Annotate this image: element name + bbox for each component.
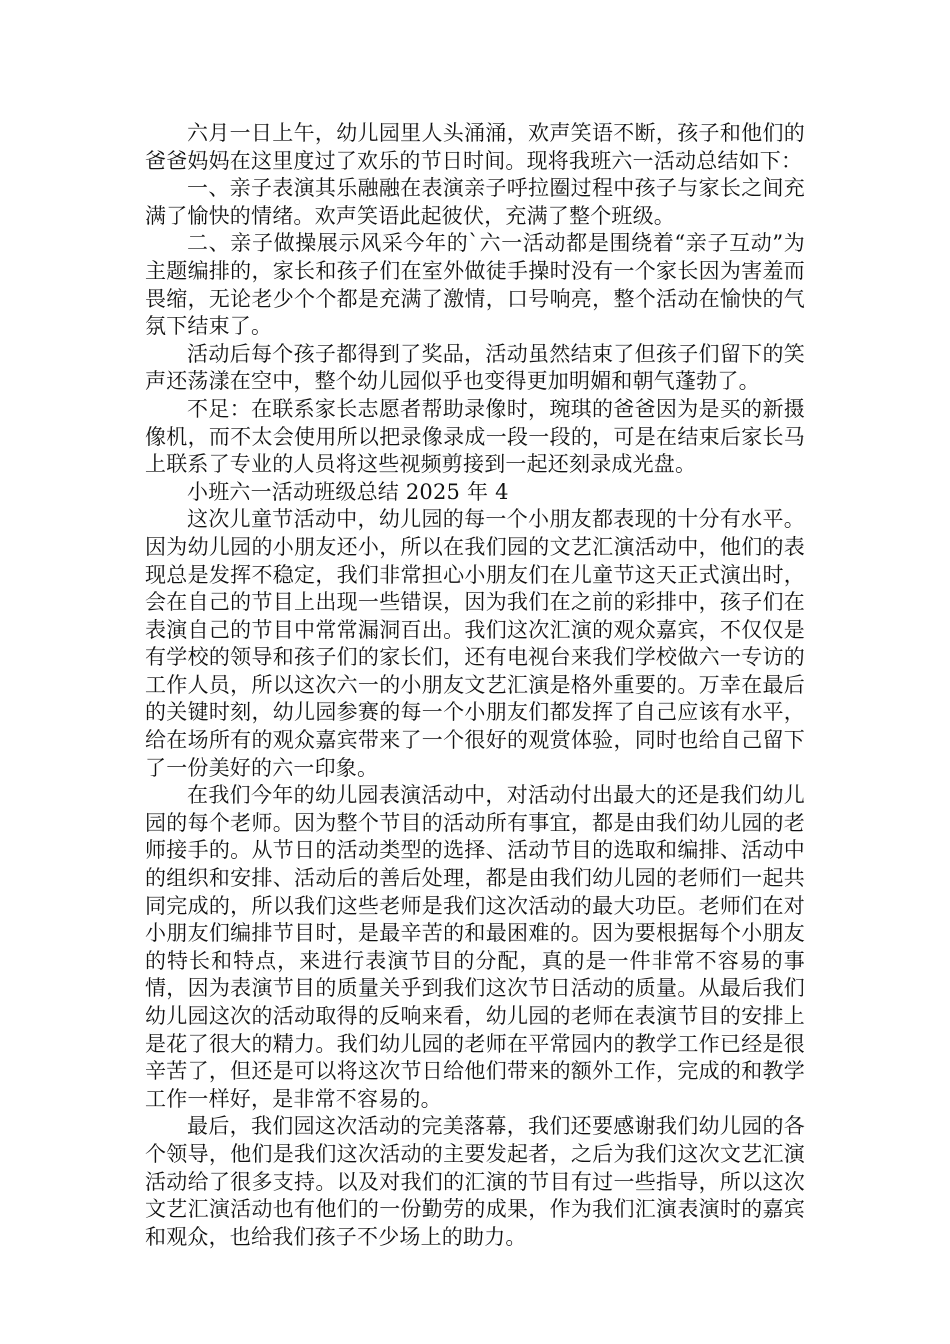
paragraph-thanks-leaders: 最后，我们园这次活动的完美落幕，我们还要感谢我们幼儿园的各个领导，他们是我们这次活动的主要发起者，之后为我们这次文艺汇演活动给了很多支持。以及对我们的汇演的节目有过一些指导，所以这次文艺汇演活动也有他们的一份勤劳的成果，作为我们汇演表演时的嘉宾和观众，也给我们孩子不少场上的助力。 bbox=[145, 1114, 805, 1249]
paragraph-shortcomings: 不足：在联系家长志愿者帮助录像时，琬琪的爸爸因为是买的新摄像机，而不太会使用所以把录像录成一段一段的，可是在结束后家长马上联系了专业的人员将这些视频剪接到一起还刻录成光盘。 bbox=[145, 396, 805, 477]
document-page bbox=[145, 120, 805, 1251]
section-heading: 小班六一活动班级总结 2025 年 4 bbox=[187, 479, 509, 504]
paragraph-after-activity: 活动后每个孩子都得到了奖品，活动虽然结束了但孩子们留下的笑声还荡漾在空中，整个幼儿园似乎也变得更加明媚和朝气蓬勃了。 bbox=[145, 341, 805, 394]
paragraph-parent-child-exercise: 二、亲子做操展示风采今年的`六一活动都是围绕着“亲子互动”为主题编排的，家长和孩子们在室外做徒手操时没有一个家长因为害羞而畏缩，无论老少个个都是充满了激情，口号响亮，整个活动在愉快的气氛下结束了。 bbox=[145, 231, 805, 339]
paragraph-parent-child-performance: 一、亲子表演其乐融融在表演亲子呼拉圈过程中孩子与家长之间充满了愉快的情绪。欢声笑语此起彼伏，充满了整个班级。 bbox=[145, 176, 805, 228]
paragraph-intro: 六月一日上午，幼儿园里人头涌涌，欢声笑语不断，孩子和他们的爸爸妈妈在这里度过了欢乐的节日时间。现将我班六一活动总结如下： bbox=[145, 121, 805, 173]
paragraph-teachers-contribution: 在我们今年的幼儿园表演活动中，对活动付出最大的还是我们幼儿园的每个老师。因为整个节目的活动所有事宜，都是由我们幼儿园的老师接手的。从节日的活动类型的选择、活动节目的选取和编排、活动中的组织和安排、活动后的善后处理，都是由我们幼儿园的老师们一起共同完成的，所以我们这些老师是我们这次活动的最大功臣。老师们在对小朋友们编排节目时，是最辛苦的和最困难的。因为要根据每个小朋友的特长和特点，来进行表演节目的分配，真的是一件非常不容易的事情，因为表演节目的质量关乎到我们这次节日活动的质量。从最后我们幼儿园这次的活动取得的反响来看，幼儿园的老师在表演节目的安排上是花了很大的精力。我们幼儿园的老师在平常园内的教学工作已经是很辛苦了，但还是可以将这次节日给他们带来的额外工作，完成的和教学工作一样好，是非常不容易的。 bbox=[145, 783, 805, 1111]
paragraph-childrens-day-performance: 这次儿童节活动中，幼儿园的每一个小朋友都表现的十分有水平。因为幼儿园的小朋友还小，所以在我们园的文艺汇演活动中，他们的表现总是发挥不稳定，我们非常担心小朋友们在儿童节这天正式演出时，会在自己的节目上出现一些错误，因为我们在之前的彩排中，孩子们在表演自己的节目中常常漏洞百出。我们这次汇演的观众嘉宾，不仅仅是有学校的领导和孩子们的家长们，还有电视台来我们学校做六一专访的工作人员，所以这次六一的小朋友文艺汇演是格外重要的。万幸在最后的关键时刻，幼儿园参赛的每一个小朋友们都发挥了自己应该有水平，给在场所有的观众嘉宾带来了一个很好的观赏体验，同时也给自己留下了一份美好的六一印象。 bbox=[145, 507, 805, 780]
